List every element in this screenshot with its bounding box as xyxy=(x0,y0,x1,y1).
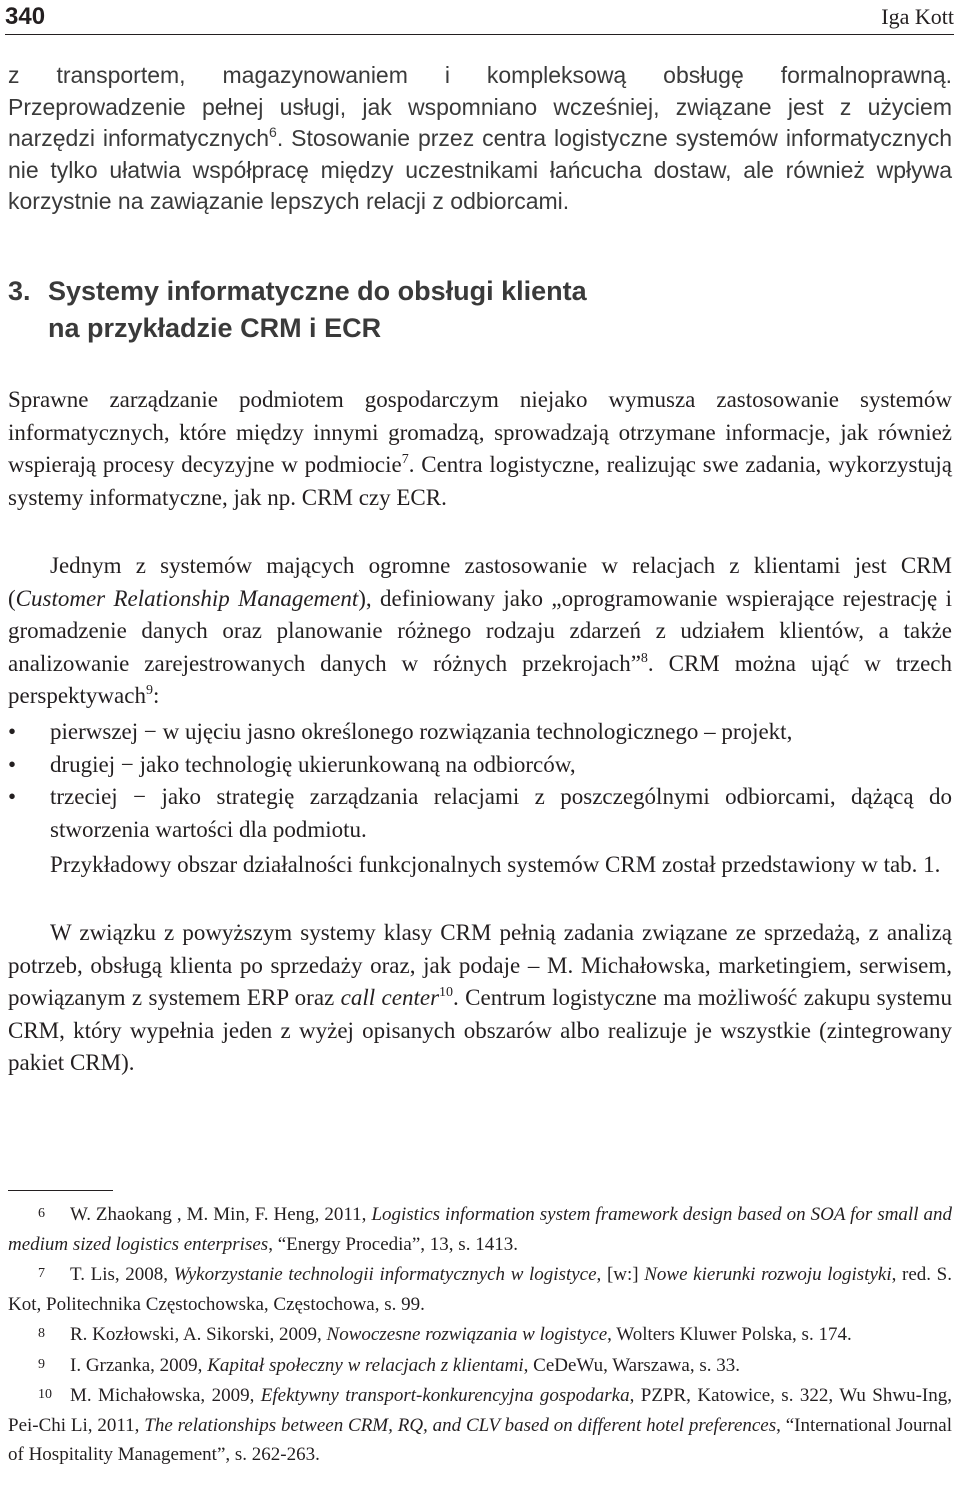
footnote xyxy=(8,1350,952,1381)
section-number: 3. xyxy=(8,276,31,306)
list-item-text: drugiej − jako technologię ukierunkowaną na odbiorców, xyxy=(50,751,576,777)
footnote xyxy=(8,1319,952,1350)
page-number: 340 xyxy=(5,3,46,30)
footnote-text: W. Zhaokang , M. Min, F. Heng, 2011, xyxy=(70,1204,372,1225)
p2-text-1: Jednym z systemów mających ogromne zastosowanie w relacjach z klientami jest CRM ( xyxy=(8,553,952,611)
footnote-title: Efektywny transport-konkurencyjna gospodarka xyxy=(260,1385,630,1406)
footnote-text: M. Michałowska, 2009, xyxy=(70,1385,261,1406)
footnote-title: Logistics information system framework design based on SOA for small and medium sized logistics enterprises xyxy=(8,1204,952,1255)
list-item-text: pierwszej − w ujęciu jasno określonego rozwiązania technologicznego – projekt, xyxy=(50,719,793,744)
footnote-number: 6 xyxy=(38,1206,45,1221)
p2-text-3: . CRM można ująć w trzech perspektywach xyxy=(8,650,953,709)
intro-text-2: . Stosowanie przez centra logistyczne systemów informatycznych nie tylko ułatwia współpracę między uczestnikami łańcucha dostaw, ale również wpływa korzystnie na zawiązanie lepszych relacji z odbiorcami. xyxy=(8,125,952,214)
perspectives-list xyxy=(8,716,952,846)
footnote-text: , “International Journal of Hospitality Management”, s. 262-263. xyxy=(8,1414,952,1465)
body-paragraph-1 xyxy=(8,384,952,514)
footnote-text: , PZPR, Katowice, s. 322, Wu Shwu-Ing, Pei-Chi Li, 2011, xyxy=(8,1385,952,1436)
bullet-icon: • xyxy=(8,751,17,777)
section-title-line-2: na przykładzie CRM i ECR xyxy=(48,313,382,343)
p1-text-2: . Centra logistyczne, realizując swe zadania, wykorzystują systemy informatyczne, jak np. CRM czy ECR. xyxy=(8,452,953,510)
list-item xyxy=(8,716,952,749)
footnote-ref-8[interactable]: 8 xyxy=(640,650,648,666)
footnote-title: Nowe kierunki rozwoju logistyki xyxy=(644,1264,892,1285)
footnote-separator xyxy=(8,1190,113,1191)
p1-text-1: Sprawne zarządzanie podmiotem gospodarczym niejako wymusza zastosowanie systemów informatycznych, które między innymi gromadzą, sprowadzają otrzymane informacje, jak również wspierają procesy decyzyjne w podmiocie xyxy=(8,387,952,478)
footnote-text: T. Lis, 2008, xyxy=(70,1264,174,1285)
list-item-text: trzeciej − jako strategię zarządzania relacjami z poszczególnymi odbiorcami, dążącą do stworzenia wartości dla podmiotu. xyxy=(50,784,952,842)
footnote-text: R. Kozłowski, A. Sikorski, 2009, xyxy=(70,1324,327,1345)
footnote-text: I. Grzanka, 2009, xyxy=(70,1354,208,1376)
footnote xyxy=(8,1259,952,1319)
footnote-text: , red. S. Kot, Politechnika Częstochowska, Częstochowa, s. 99. xyxy=(8,1264,952,1315)
footnote-text: , [w:] xyxy=(596,1264,645,1285)
footnote-title: The relationships between CRM, RQ, and CLV based on different hotel preferences xyxy=(144,1414,777,1436)
bullet-icon: • xyxy=(8,784,17,810)
footnote xyxy=(8,1380,952,1470)
p2-italic-term: Customer Relationship Management xyxy=(15,585,359,611)
page-header xyxy=(5,0,954,35)
footnote-ref-7[interactable]: 7 xyxy=(401,452,409,468)
footnote-ref-6[interactable]: 6 xyxy=(269,124,277,140)
section-title-line-1: Systemy informatyczne do obsługi klienta xyxy=(48,276,587,306)
running-head-author: Iga Kott xyxy=(881,4,954,29)
footnote-text: , Wolters Kluwer Polska, s. 174. xyxy=(607,1324,852,1345)
section-heading xyxy=(8,273,587,347)
p2-text-2: ), definiowany jako „oprogramowanie wspierające rejestrację i gromadzenie danych oraz planowanie różnego rodzaju zdarzeń z udziałem klientów, a także analizowanie zarejestrowanych danych w różnych przekrojach” xyxy=(8,585,953,676)
footnote-ref-9[interactable]: 9 xyxy=(145,683,153,699)
footnote-title: Kapitał społeczny w relacjach z klientami xyxy=(207,1354,524,1376)
footnote-title: Wykorzystanie technologii informatycznych w logistyce xyxy=(173,1264,597,1285)
body-paragraph-3: Przykładowy obszar działalności funkcjonalnych systemów CRM został przedstawiony w tab. 1. xyxy=(50,852,941,877)
footnote-number: 8 xyxy=(38,1326,45,1341)
bullet-icon: • xyxy=(8,719,17,744)
footnote-text: , “Energy Procedia”, 13, s. 1413. xyxy=(268,1233,518,1255)
footnote-text: , CeDeWu, Warszawa, s. 33. xyxy=(523,1354,740,1376)
list-item xyxy=(8,781,952,846)
footnote-number: 7 xyxy=(38,1266,45,1281)
footnote xyxy=(8,1199,952,1259)
p4-text-2: . Centrum logistyczne ma możliwość zakupu systemu CRM, który wypełnia jeden z wyżej opisanych obszarów albo realizuje je wszystkie (zintegrowany pakiet CRM). xyxy=(8,985,953,1076)
p2-text-4: : xyxy=(152,683,160,709)
intro-paragraph xyxy=(8,60,952,218)
footnote-ref-10[interactable]: 10 xyxy=(439,985,454,1001)
p4-text-1: W związku z powyższym systemy klasy CRM pełnią zadania związane ze sprzedażą, z analizą potrzeb, obsługą klienta po sprzedaży oraz, jak podaje – M. Michałowska, marketingiem, serwisem, powiązanym z systemem ERP oraz xyxy=(8,920,952,1011)
footnote-number: 9 xyxy=(38,1356,45,1372)
footnote-title: Nowoczesne rozwiązania w logistyce xyxy=(326,1324,608,1345)
footnote-number: 10 xyxy=(38,1387,52,1402)
body-paragraph-2 xyxy=(8,550,952,713)
intro-text-1: z transportem, magazynowaniem i kompleksową obsługę formalnoprawną. Przeprowadzenie pełnej usługi, jak wspomniano wcześniej, związane jest z użyciem narzędzi informatycznych xyxy=(8,62,952,151)
list-item xyxy=(8,749,952,782)
p4-italic-term: call center xyxy=(340,985,440,1011)
footnotes xyxy=(8,1199,952,1470)
body-paragraph-4 xyxy=(8,917,952,1080)
